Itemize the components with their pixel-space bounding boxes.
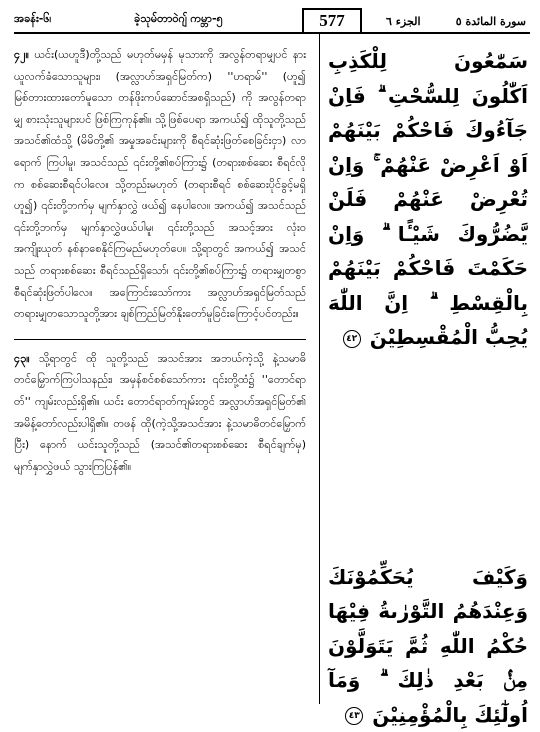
column-divider: [319, 34, 320, 704]
book-title: ခဲ့သုမ်တာဝဲဂျ် ကမ္ဘာ-၅: [134, 12, 223, 28]
arabic-verse-42: [328, 44, 528, 355]
page-header: [14, 8, 530, 34]
page-number: 577: [302, 8, 362, 32]
quran-page: [14, 8, 530, 704]
translation-verse-43: [14, 348, 306, 478]
translation-verse-42: [14, 44, 306, 325]
chapter-label: အခန်း-၆၊: [14, 12, 51, 28]
arabic-text: سَمّٰعُونَ لِلْكَذِبِ اَكّٰلُونَ لِلسُّحْتِ ۗ فَاِنْ جَآءُوكَ فَاحْكُمْ بَيْنَهُمْ اَوْ اَعْرِضْ عَنْهُمْ ۚ وَاِنْ تُعْرِضْ عَنْهُمْ فَلَنْ يَّضُرُّوكَ شَيْـًٔا ۗ وَاِنْ حَكَمْتَ فَاحْكُمْ بَيْنَهُمْ بِالْقِسْطِ ۗ اِنَّ اللّٰهَ يُحِبُّ الْمُقْسِطِيْنَ: [328, 49, 528, 349]
verse-number: ၄၃။: [14, 352, 30, 365]
verse-separator: [14, 339, 306, 340]
surah-label: سورة المائدة ٥: [456, 15, 526, 28]
verse-end-marker: ٤٣: [345, 707, 363, 725]
arabic-text: وَكَيْفَ يُحَكِّمُوْنَكَ وَعِنْدَهُمُ التَّوْرٰىةُ فِيْهَا حُكْمُ اللّٰهِ ثُمَّ يَتَوَلَّوْنَ مِنْۢ بَعْدِ ذٰلِكَ ۗ وَمَآ اُولٰٓئِكَ بِالْمُؤْمِنِيْنَ: [328, 565, 528, 727]
verse-translation: သို့ရာတွင် ထို သူတို့သည် အသင်အား အဘယ်ကဲ့သို့ နဲ့သမာဓိ တင်မြှောက်ကြပါသနည်း၊ အမှန်စင်စစ်သော်ကား ၎င်းတို့ထံ၌ ''တောင်ရာတ်'' ကျမ်းလည်းရှိ၏။ ယင်း တောင်ရာတ်ကျမ်းတွင် အလ္လာဟ်အရှင်မြတ်၏ အမိန့်တော်လည်းပါရှိ၏။ တဖန် ထို(ကဲ့သို့အသင်အား နဲ့သမာဓိတင်မြှောက်ပြီး) နောက် ယင်းသူတို့သည် (အသင်၏တရားစစ်ဆေး စီရင်ချက်မှ) မျက်နှာလွှဲဖယ် သွားကြပြန်၏။: [14, 352, 306, 473]
verse-translation: ယင်း(ယဟူဒီ)တို့သည် မဟုတ်မမှန် မုသားကို အလွန်တရာမျှပင် နားယူလက်ခံသောသူများ၊ (အလ္လာဟ်အရှင်မြတ်က) ''ဟရာမ်'' (ဟူ၍ မြစ်တားထားတော်မူသော တန်ဖိုးကပ်ဆောင်အစရှိသည်) ကို အလွန်တရာမျှ စားသုံးသူများပင် ဖြစ်ကြကုန်၏။ သို့ဖြစ်ပေရာ အကယ်၍ ထိုသူတို့သည် အသင်၏ထံသို့ (မိမိတို့၏ အမှုအခင်းများကို စီရင်ဆုံးဖြတ်စေခြင်းငှာ) လာရောက် ကြပါမူ၊ အသင်သည် ၎င်းတို့၏စပ်ကြား၌ (တရားစစ်ဆေး စီရင်လိုက စစ်ဆေးစီရင်ပါလေ။ သို့တည်းမဟုတ် (တရားစီရင် စစ်ဆေးပိုင်ခွင့်မရှိဟူ၍) ၎င်းတို့ဘက်မှ မျက်နှာလွှဲ ဖယ်၍ နေပါလေ။ အကယ်၍ အသင်သည် ၎င်းတို့ဘက်မှ မျက်နှာလွှဲဖယ်ပါမူ၊ ၎င်းတို့သည် အသင့်အား လုံးဝ အကျိုးယုတ် နစ်နာစေနိုင်ကြမည်မဟုတ်ပေ။ သို့ရာတွင် အကယ်၍ အသင်သည် တရားစစ်ဆေး စီရင်သည်ရှိသော်၊ ၎င်းတို့၏စပ်ကြား၌ တရားမျှတစွာ စီရင်ဆုံးဖြတ်ပါလေ။ အကြောင်းသော်ကား အလ္လာဟ်အရှင်မြတ်သည် တရားမျှတသောသူတို့အား ချစ်ကြည်မြတ်နိုးတော်မူခြင်းကြောင့်ပင်တည်း။: [14, 48, 306, 320]
arabic-column: [328, 44, 528, 732]
verse-number: ၄၂။: [14, 48, 29, 61]
translation-column: [14, 44, 306, 477]
juz-label: الجزء ٦: [386, 15, 421, 28]
verse-end-marker: ٤٢: [343, 330, 361, 348]
arabic-verse-43: [328, 560, 528, 732]
